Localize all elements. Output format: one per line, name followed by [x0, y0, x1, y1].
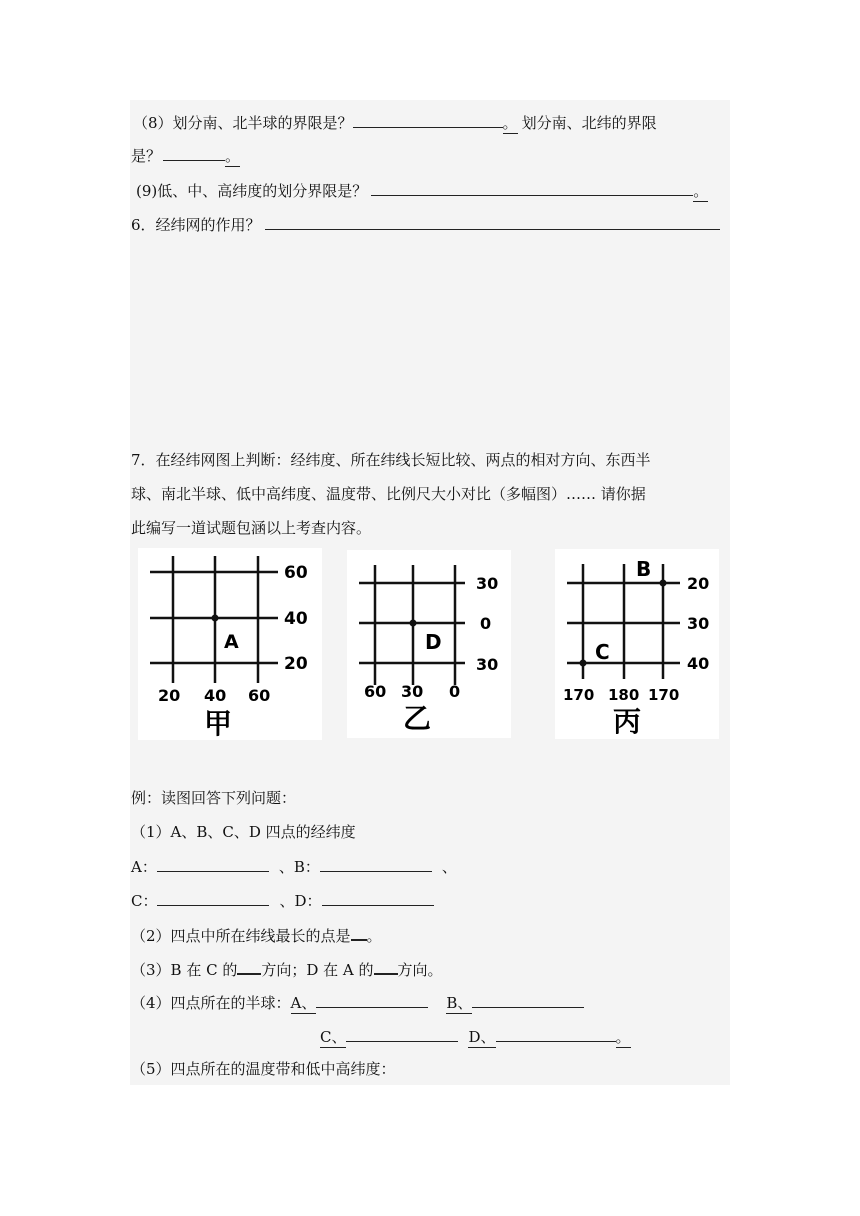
- answer-blank-b-hemisphere[interactable]: [472, 992, 584, 1008]
- example-q3: （3）B 在 C 的 方向；D 在 A 的 方向。: [131, 958, 443, 980]
- answer-blank-c-coord[interactable]: [157, 890, 269, 906]
- point-d-label: D: [425, 630, 442, 654]
- answer-blank-graticule-purpose[interactable]: [265, 214, 720, 230]
- point-a-label: A: [224, 631, 239, 653]
- figure-jia: [138, 548, 322, 740]
- question-6: 6．经纬网的作用？: [131, 214, 720, 235]
- answer-blank-d-coord[interactable]: [322, 890, 434, 906]
- lon-label-yi-2: 30: [401, 682, 424, 701]
- lat-label-bing-1: 20: [687, 574, 710, 593]
- lat-label-jia-3: 20: [284, 654, 308, 674]
- answer-blank-latitude-zones[interactable]: [371, 180, 693, 196]
- example-q1-cd-row: C： 、D：: [131, 890, 434, 911]
- answer-blank-c-hemisphere[interactable]: [346, 1026, 458, 1042]
- example-intro: 例：读图回答下列问题：: [131, 789, 297, 807]
- lon-label-jia-3: 60: [248, 686, 271, 705]
- answer-blank-longest-parallel[interactable]: [351, 924, 367, 941]
- point-c-marker: [580, 660, 587, 667]
- question-9: (9)低、中、高纬度的划分界限是？ 。: [136, 182, 709, 200]
- answer-blank-hemisphere-boundary[interactable]: [353, 112, 503, 128]
- figure-bing: [555, 549, 719, 739]
- lon-label-yi-3: 0: [449, 682, 461, 701]
- figure-yi: [347, 550, 511, 738]
- answer-blank-b-from-c[interactable]: [237, 958, 261, 975]
- answer-blank-a-hemisphere[interactable]: [316, 992, 428, 1008]
- lat-label-bing-3: 40: [687, 654, 710, 673]
- example-q5: （5）四点所在的温度带和低中高纬度：: [131, 1060, 396, 1078]
- graticule-bing: [555, 549, 719, 739]
- lon-label-jia-1: 20: [158, 686, 181, 705]
- question-8-line-2: 是？ 。: [131, 147, 241, 165]
- lon-label-jia-2: 40: [204, 686, 227, 705]
- answer-blank-d-from-a[interactable]: [374, 958, 398, 975]
- caption-yi: 乙: [403, 702, 432, 735]
- lon-label-bing-1: 170: [563, 686, 595, 704]
- point-b-marker: [660, 580, 667, 587]
- lat-label-jia-2: 40: [284, 609, 308, 629]
- lat-label-jia-1: 60: [284, 563, 308, 583]
- lat-label-yi-2: 0: [480, 614, 492, 633]
- lat-label-yi-3: 30: [476, 655, 499, 674]
- lon-label-bing-2: 180: [608, 686, 640, 704]
- graticule-jia: [138, 548, 322, 740]
- lon-label-bing-3: 170: [648, 686, 680, 704]
- caption-bing: 丙: [613, 705, 642, 738]
- lon-label-yi-1: 60: [364, 682, 387, 701]
- answer-blank-d-hemisphere[interactable]: [496, 1026, 616, 1042]
- example-q4-row-2: C、 D、 。: [320, 1028, 631, 1046]
- point-c-label: C: [595, 640, 610, 664]
- answer-blank-latitude-boundary[interactable]: [163, 145, 225, 161]
- question-7-line-2: 球、南北半球、低中高纬度、温度带、比例尺大小对比（多幅图）…… 请你据: [131, 485, 646, 503]
- lat-label-bing-2: 30: [687, 614, 710, 633]
- caption-jia: 甲: [204, 707, 233, 740]
- answer-blank-a-coord[interactable]: [157, 856, 269, 872]
- example-q1-ab-row: A： 、B： 、: [131, 858, 457, 876]
- example-q4-row-1: （4）四点所在的半球：A、 B、: [131, 992, 584, 1014]
- question-8-line-1: （8）划分南、北半球的界限是？ 。 划分南、北纬的界限: [133, 114, 657, 132]
- question-7-line-1: 7．在经纬网图上判断：经纬度、所在纬线长短比较、两点的相对方向、东西半: [131, 451, 651, 469]
- point-d-marker: [410, 620, 417, 627]
- point-b-label: B: [636, 557, 652, 581]
- example-q1: （1）A、B、C、D 四点的经纬度: [131, 823, 356, 841]
- lat-label-yi-1: 30: [476, 574, 499, 593]
- question-7-line-3: 此编写一道试题包涵以上考查内容。: [131, 519, 372, 537]
- point-a-marker: [212, 615, 219, 622]
- graticule-yi: [347, 550, 511, 738]
- example-q2: （2）四点中所在纬线最长的点是 。: [131, 924, 382, 946]
- answer-blank-b-coord[interactable]: [320, 856, 432, 872]
